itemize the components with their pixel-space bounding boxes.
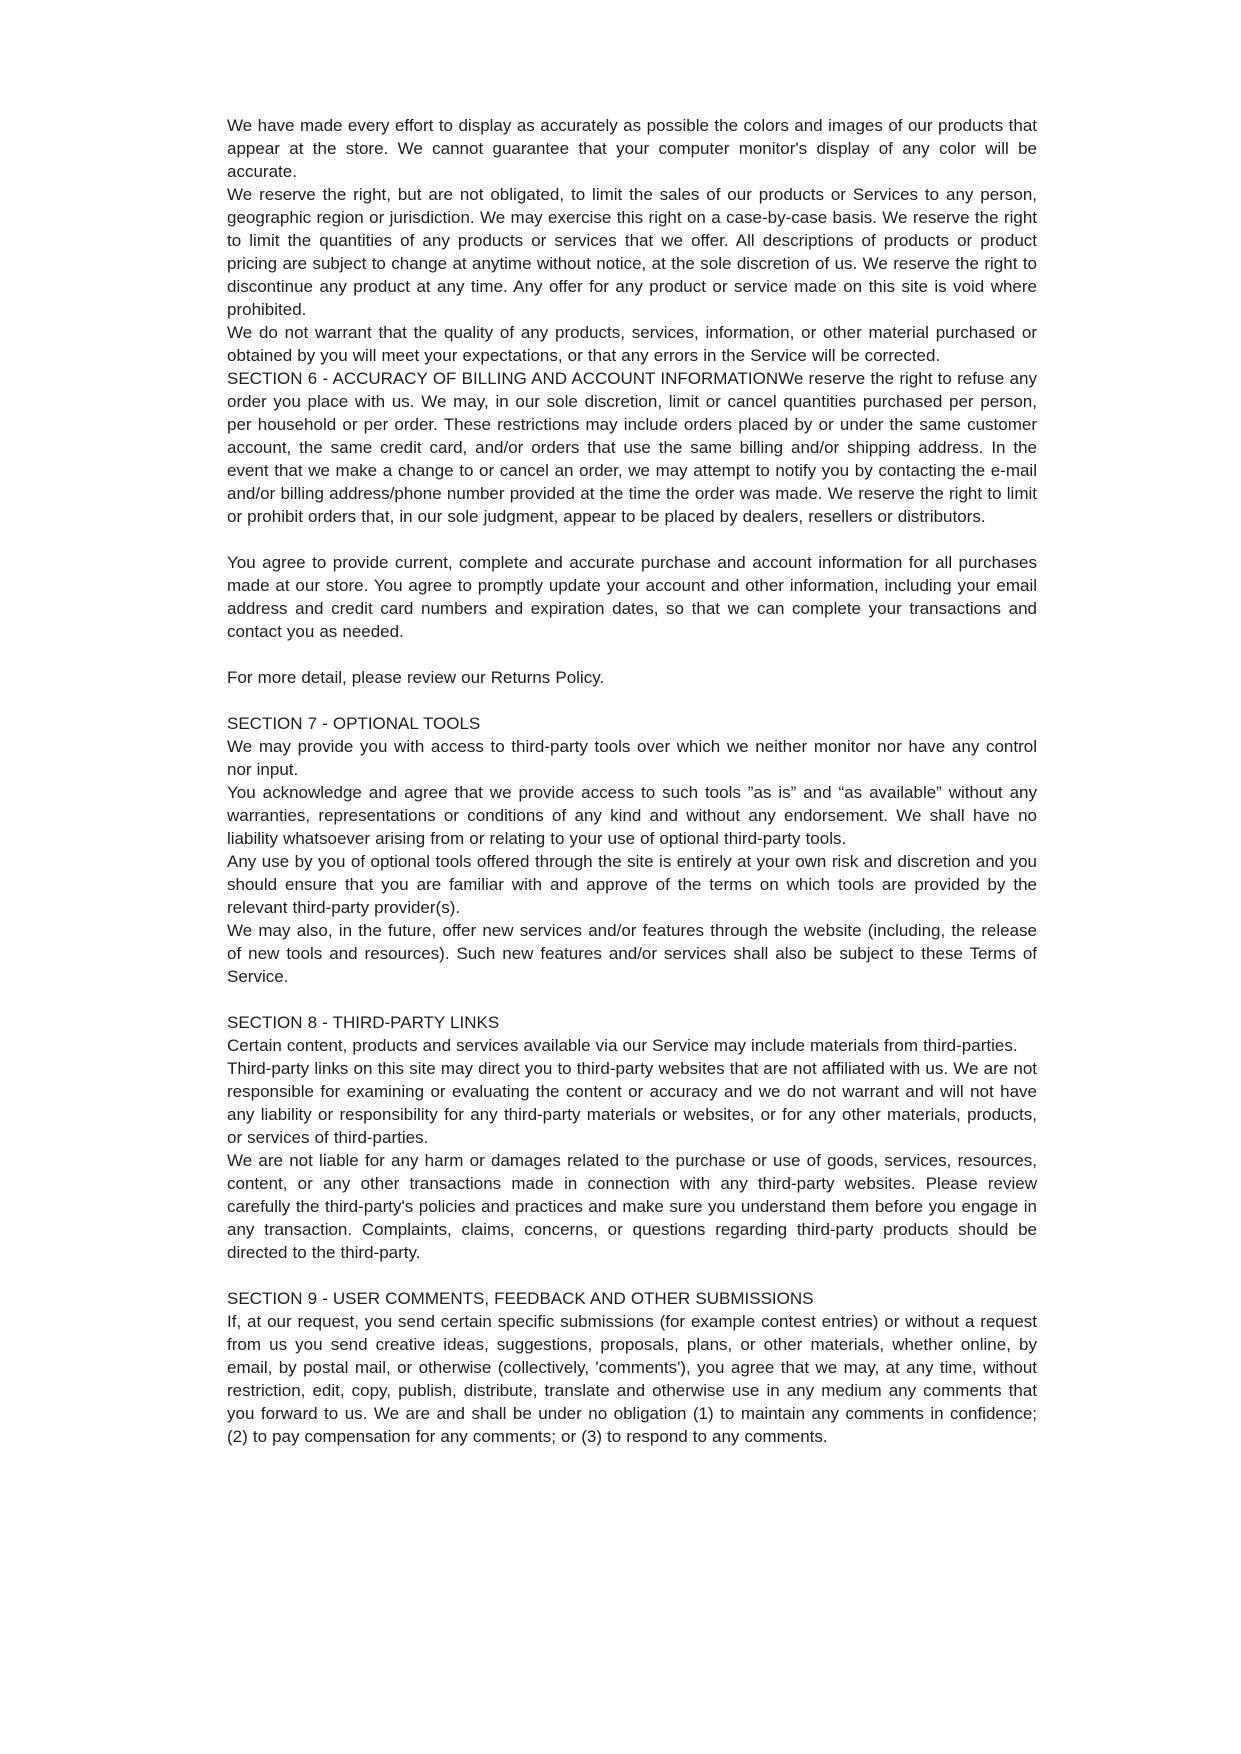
section-heading: SECTION 8 - THIRD-PARTY LINKS <box>227 1013 500 1032</box>
section-heading: SECTION 9 - USER COMMENTS, FEEDBACK AND OTHER SUBMISSIONS <box>227 1289 814 1308</box>
section-heading: SECTION 7 - OPTIONAL TOOLS <box>227 714 481 733</box>
paragraph: We are not liable for any harm or damages related to the purchase or use of goods, services, resources, content, or any other transactions made in connection with any third-party websites. Please review carefully the third-party's policies and practices and make sure you understand them before you engage in any transaction. Complaints, claims, concerns, or questions regarding third-party products should be directed to the third-party. <box>227 1151 1037 1262</box>
paragraph: Third-party links on this site may direct you to third-party websites that are not affiliated with us. We are not responsible for examining or evaluating the content or accuracy and we do not warrant and will not have any liability or responsibility for any third-party materials or websites, or for any other materials, products, or services of third-parties. <box>227 1059 1037 1147</box>
paragraph: You agree to provide current, complete and accurate purchase and account information for all purchases made at our store. You agree to promptly update your account and other information, including your email address and credit card numbers and expiration dates, so that we can complete your transactions and contact you as needed. <box>227 553 1037 641</box>
paragraph: We may also, in the future, offer new services and/or features through the website (including, the release of new tools and resources). Such new features and/or services shall also be subject to these Terms of Service. <box>227 921 1037 986</box>
document-body <box>227 114 1037 1448</box>
paragraph: We reserve the right, but are not obligated, to limit the sales of our products or Services to any person, geographic region or jurisdiction. We may exercise this right on a case-by-case basis. We reserve the right to limit the quantities of any products or services that we offer. All descriptions of products or product pricing are subject to change at anytime without notice, at the sole discretion of us. We reserve the right to discontinue any product at any time. Any offer for any product or service made on this site is void where prohibited. <box>227 185 1037 319</box>
paragraph: For more detail, please review our Returns Policy. <box>227 668 605 687</box>
paragraph: Any use by you of optional tools offered through the site is entirely at your own risk and discretion and you should ensure that you are familiar with and approve of the terms on which tools are provided by the relevant third-party provider(s). <box>227 852 1037 917</box>
paragraph: We have made every effort to display as accurately as possible the colors and images of our products that appear at the store. We cannot guarantee that your computer monitor's display of any color will be accurate. <box>227 116 1037 181</box>
paragraph: We do not warrant that the quality of any products, services, information, or other material purchased or obtained by you will meet your expectations, or that any errors in the Service will be corrected. <box>227 323 1037 365</box>
paragraph: Certain content, products and services available via our Service may include materials from third-parties. <box>227 1036 1018 1055</box>
paragraph: SECTION 6 - ACCURACY OF BILLING AND ACCOUNT INFORMATIONWe reserve the right to refuse any order you place with us. We may, in our sole discretion, limit or cancel quantities purchased per person, per household or per order. These restrictions may include orders placed by or under the same customer account, the same credit card, and/or orders that use the same billing and/or shipping address. In the event that we make a change to or cancel an order, we may attempt to notify you by contacting the e-mail and/or billing address/phone number provided at the time the order was made. We reserve the right to limit or prohibit orders that, in our sole judgment, appear to be placed by dealers, resellers or distributors. <box>227 369 1037 526</box>
paragraph: You acknowledge and agree that we provide access to such tools ”as is” and “as available” without any warranties, representations or conditions of any kind and without any endorsement. We shall have no liability whatsoever arising from or relating to your use of optional third-party tools. <box>227 783 1037 848</box>
paragraph: We may provide you with access to third-party tools over which we neither monitor nor have any control nor input. <box>227 737 1037 779</box>
paragraph: If, at our request, you send certain specific submissions (for example contest entries) or without a request from us you send creative ideas, suggestions, proposals, plans, or other materials, whether online, by email, by postal mail, or otherwise (collectively, 'comments'), you agree that we may, at any time, without restriction, edit, copy, publish, distribute, translate and otherwise use in any medium any comments that you forward to us. We are and shall be under no obligation (1) to maintain any comments in confidence; (2) to pay compensation for any comments; or (3) to respond to any comments. <box>227 1312 1037 1446</box>
